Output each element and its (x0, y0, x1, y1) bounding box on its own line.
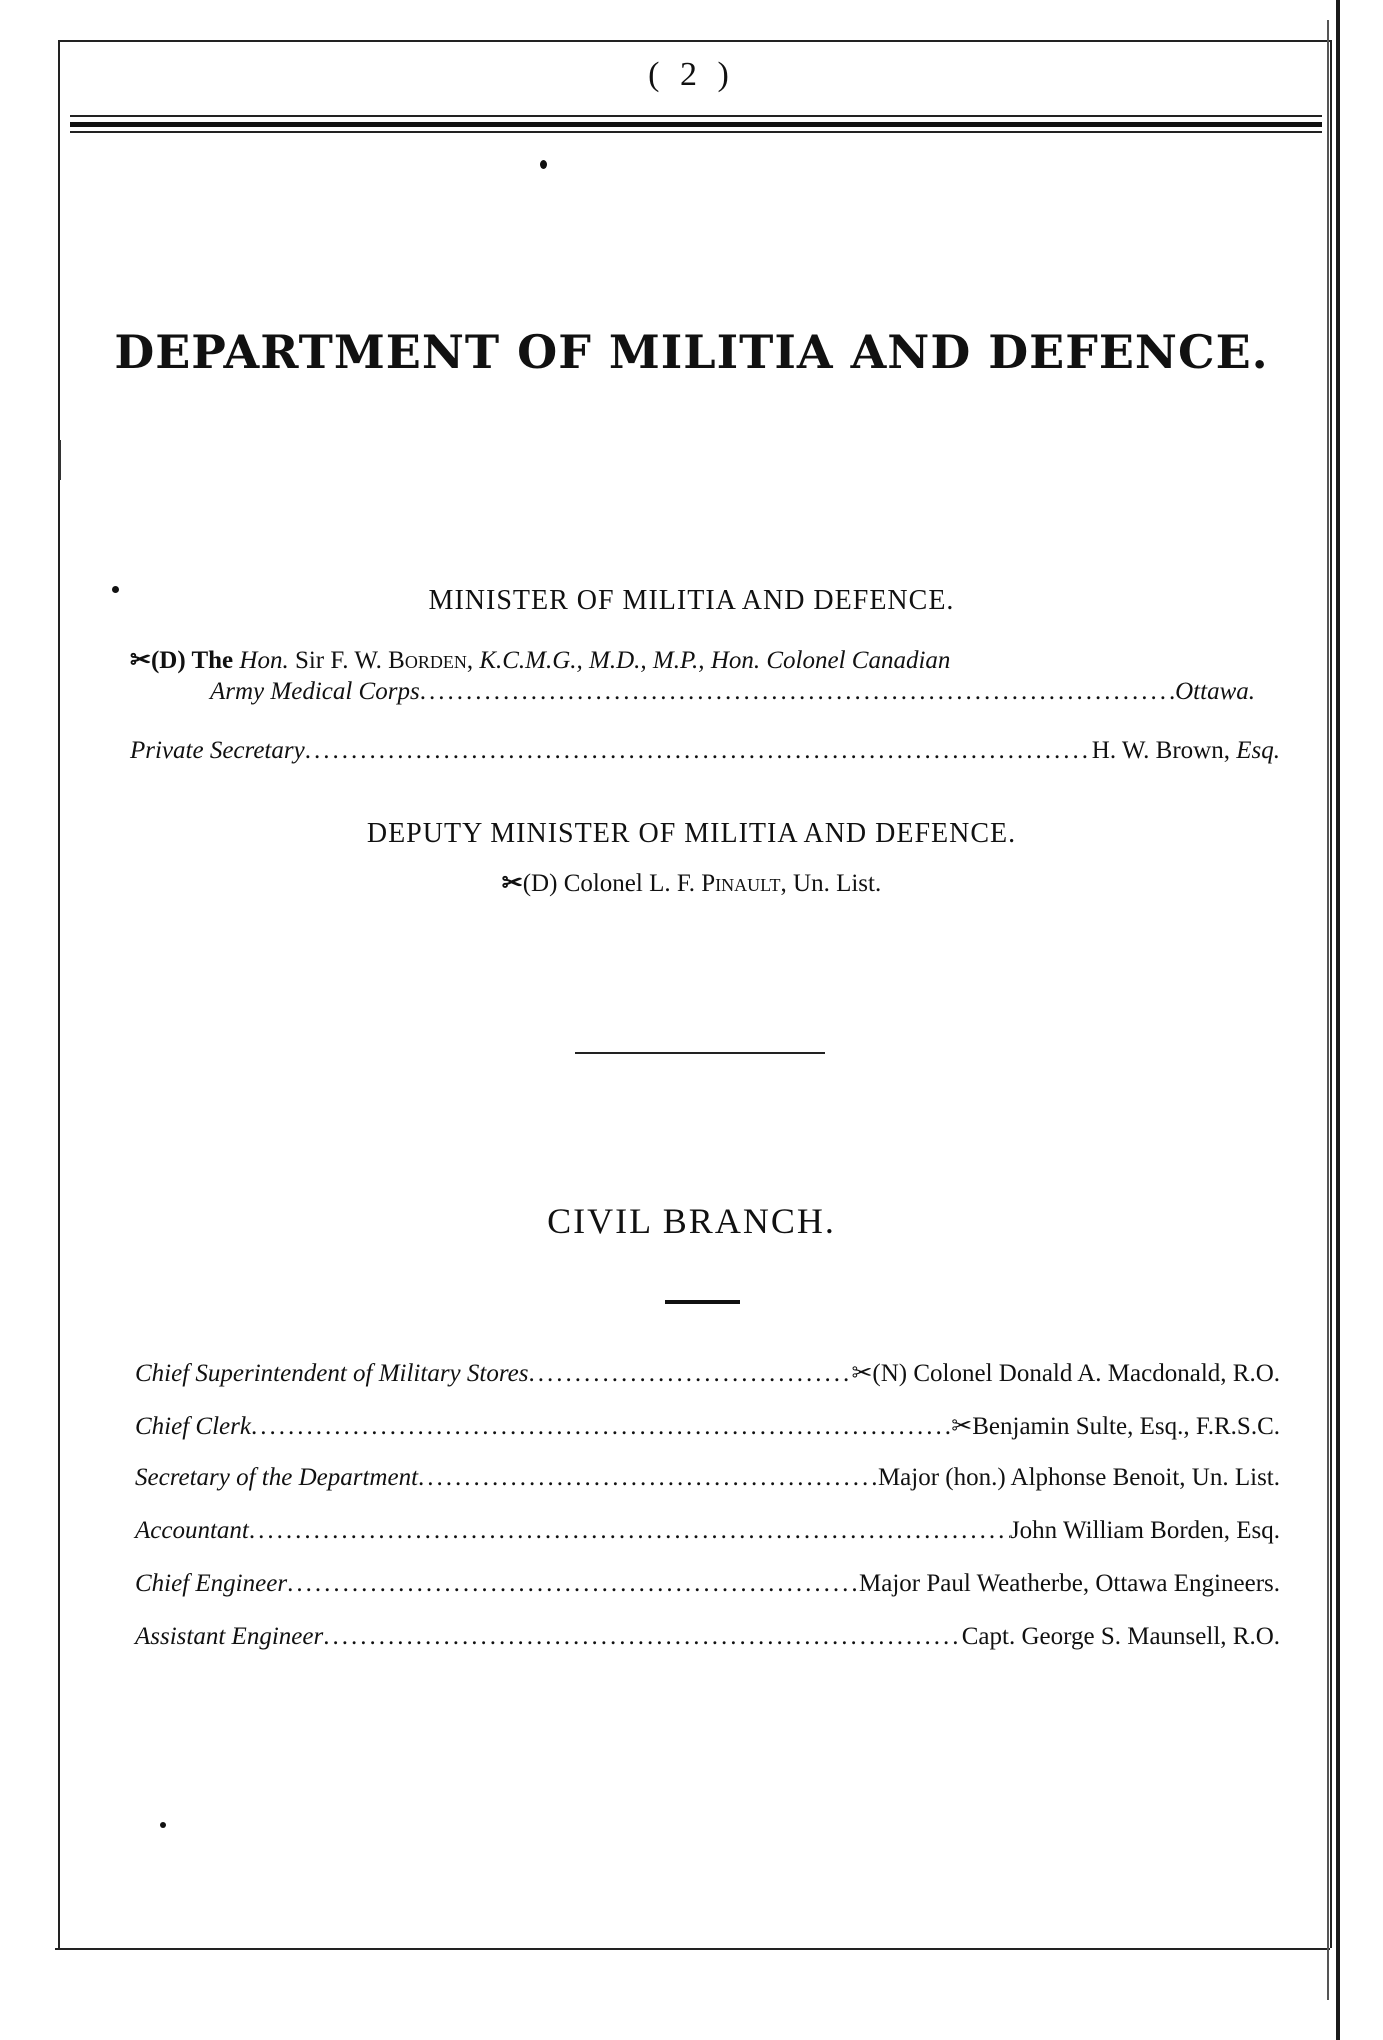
ink-speck (540, 160, 547, 169)
binding-edge (1336, 0, 1340, 2040)
dot-leader (418, 1464, 878, 1492)
minister-surname: Borden, (388, 647, 474, 674)
page-title: DEPARTMENT OF MILITIA AND DEFENCE. (114, 325, 1269, 379)
office-title: Chief Superintendent of Military Stores (135, 1360, 529, 1387)
header-rule (70, 115, 1322, 117)
list-item (135, 1570, 1280, 1598)
bottom-border (55, 1948, 1330, 1950)
scissors-icon: ✂ (501, 870, 523, 897)
deputy-suffix: Un. List. (793, 870, 882, 897)
office-holder: Major Paul Weatherbe, Ottawa Engineers. (859, 1570, 1280, 1597)
list-item (135, 1358, 1280, 1388)
office-holder: Capt. George S. Maunsell, R.O. (961, 1623, 1280, 1650)
section-divider (575, 1052, 825, 1054)
minister-prefix: (D) The (150, 647, 234, 674)
office-holder: ✂Benjamin Sulte, Esq., F.R.S.C. (951, 1413, 1280, 1440)
dot-leader (287, 1570, 859, 1598)
minister-role-cont: Army Medical Corps (210, 678, 420, 705)
margin-mark (58, 440, 61, 480)
civil-branch-heading: CIVIL BRANCH. (547, 1201, 836, 1241)
list-item (135, 1411, 1280, 1441)
private-secretary-entry (130, 737, 1280, 765)
minister-heading: MINISTER OF MILITIA AND DEFENCE. (428, 585, 955, 616)
dot-leader (251, 1413, 951, 1441)
office-title: Chief Clerk (135, 1413, 251, 1440)
dot-leader (323, 1623, 962, 1651)
office-title: Accountant (135, 1517, 249, 1544)
minister-location: Ottawa. (1175, 678, 1255, 705)
office-holder: John William Borden, Esq. (1009, 1517, 1280, 1544)
minister-entry-continued (210, 678, 1255, 706)
office-title: Chief Engineer (135, 1570, 288, 1597)
deputy-surname: Pinault, (701, 870, 787, 897)
deputy-entry (0, 868, 1383, 898)
minister-role: Hon. Colonel Canadian (710, 647, 951, 674)
dot-leader (420, 678, 1175, 706)
private-secretary-office: Private Secretary (130, 737, 305, 764)
office-holder: ✂(N) Colonel Donald A. Macdonald, R.O. (851, 1360, 1280, 1387)
private-secretary-holder: H. W. Brown, Esq. (1091, 737, 1280, 764)
minister-name: Sir F. W. (294, 647, 382, 674)
office-title: Secretary of the Department (135, 1464, 419, 1491)
scissors-icon: ✂ (130, 647, 151, 674)
dot-leader (528, 1360, 851, 1388)
minister-entry (130, 645, 950, 675)
office-holder: Major (hon.) Alphonse Benoit, Un. List. (877, 1464, 1280, 1491)
heading-underline (665, 1300, 740, 1304)
dot-leader (305, 737, 1092, 765)
header-rule-lower (70, 131, 1322, 133)
list-item (135, 1464, 1280, 1492)
dot-leader (249, 1517, 1010, 1545)
binding-edge-inner (1327, 20, 1329, 2000)
header-rule-thick (70, 122, 1322, 127)
minister-honours: K.C.M.G., M.D., M.P., (479, 647, 705, 674)
deputy-prefix: (D) Colonel L. F. (522, 870, 696, 897)
office-title: Assistant Engineer (135, 1623, 324, 1650)
ink-speck (160, 1822, 166, 1828)
list-item (135, 1623, 1280, 1651)
minister-hon: Hon. (239, 647, 289, 674)
page-number: ( 2 ) (648, 56, 735, 93)
deputy-heading: DEPUTY MINISTER OF MILITIA AND DEFENCE. (366, 818, 1017, 849)
list-item (135, 1517, 1280, 1545)
